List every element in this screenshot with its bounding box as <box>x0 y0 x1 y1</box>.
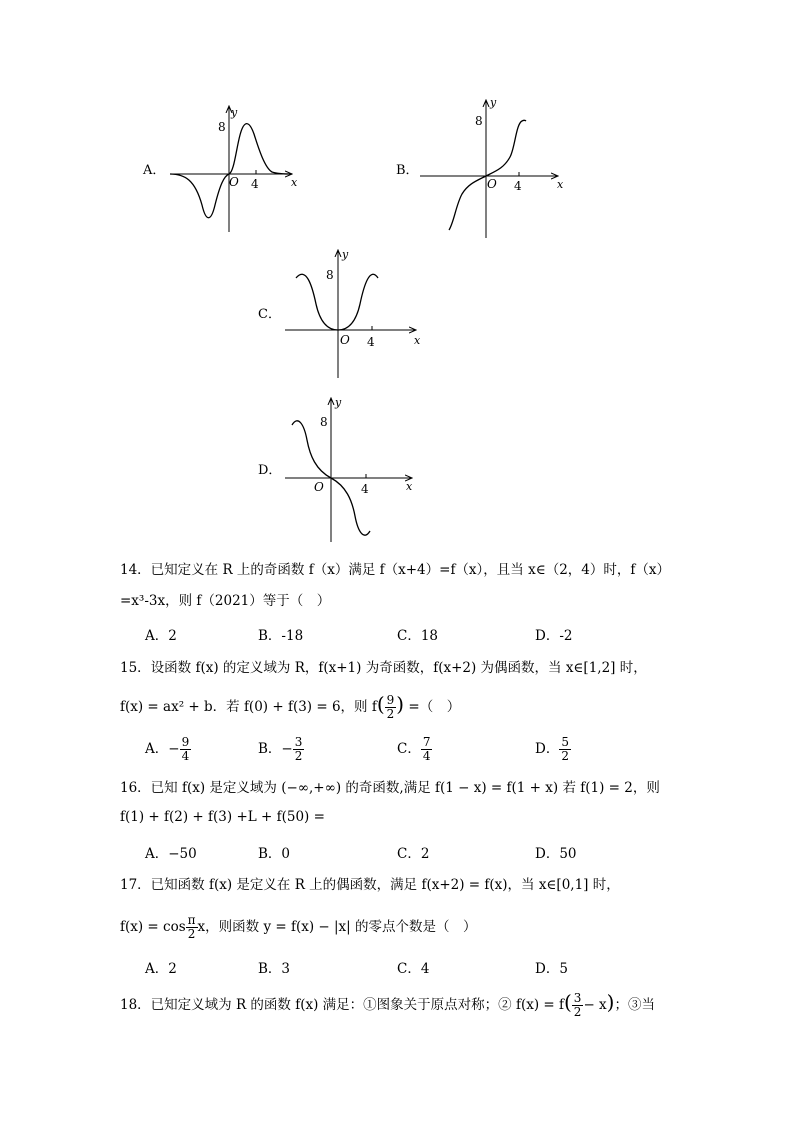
graph-b <box>396 96 564 238</box>
origin-label: O <box>314 480 324 494</box>
option-d: D．5 <box>535 961 568 977</box>
question-17-line1: 17．已知函数 f(x) 是定义在 R 上的偶函数，满足 f(x+2) = f(x)，当 x∈[0,1] 时， <box>120 877 620 893</box>
origin-label: O <box>487 177 497 191</box>
option-a: A．−50 <box>145 846 197 862</box>
graph-c <box>258 248 421 378</box>
q17-text-a: f(x) = cos <box>120 919 186 935</box>
graph-d <box>258 396 413 542</box>
y-axis-label: y <box>490 96 497 109</box>
q17-text-b: x，则函数 y = f(x) − |x| 的零点个数是（ ） <box>197 919 477 935</box>
graph-a <box>142 106 298 232</box>
option-d: D． $\frac{5}{2}$ <box>535 735 569 763</box>
origin-label: O <box>229 175 239 189</box>
question-15-line1: 15．设函数 f(x) 的定义域为 R，f(x+1) 为奇函数，f(x+2) 为偶函数，当 x∈[1,2] 时， <box>120 660 647 676</box>
question-17-line2 <box>120 914 477 941</box>
y-tick-label: 8 <box>475 114 483 128</box>
option-a: A．− $\frac{9}{4}$ <box>145 735 190 763</box>
q18-text-b: − x <box>583 997 607 1013</box>
option-c: C．4 <box>397 961 430 977</box>
x-tick-label: 4 <box>251 177 259 191</box>
option-c: C．2 <box>397 846 430 862</box>
graph-label: A． <box>143 163 166 178</box>
q18-fraction: $\frac{3}{2}$ <box>573 991 582 1019</box>
y-tick-label: 8 <box>320 415 328 429</box>
question-18-line1: 18．已知定义域为 R 的函数 f(x) 满足：①图象关于原点对称；② f(x) = f( $\frac{3}{2}$ − x)；③当 <box>120 990 655 1019</box>
x-tick-label: 4 <box>367 335 375 349</box>
graph-label: D． <box>258 463 282 478</box>
x-axis-label: x <box>291 176 298 189</box>
q15-text-b: =（ ） <box>408 699 461 715</box>
x-tick-label: 4 <box>514 179 522 193</box>
y-axis-label: y <box>231 106 238 119</box>
answer-graphs <box>0 0 794 560</box>
x-axis-label: x <box>406 480 413 493</box>
option-b: B．-18 <box>258 628 304 644</box>
q15-fraction: $\frac{9}{2}$ <box>386 693 395 721</box>
graph-label: B． <box>396 163 419 178</box>
graph-label: C． <box>258 307 281 322</box>
question-14-line2: =x³-3x，则 f（2021）等于（ ） <box>120 593 331 609</box>
option-b: B．3 <box>258 961 291 977</box>
function-curve <box>449 120 526 230</box>
y-axis-label: y <box>335 396 342 409</box>
q15-text-a: f(x) = ax² + b．若 f(0) + f(3) = 6，则 f <box>120 699 377 715</box>
option-b: B．− $\frac{3}{2}$ <box>258 735 303 763</box>
option-d: D．-2 <box>535 628 573 644</box>
function-curve <box>296 274 378 330</box>
y-axis-label: y <box>342 248 349 261</box>
q18-text-c: ；③当 <box>614 997 655 1013</box>
function-curve <box>170 124 292 218</box>
y-tick-label: 8 <box>218 120 226 134</box>
question-16-line1: 16．已知 f(x) 是定义域为 (−∞,+∞) 的奇函数,满足 f(1 − x) = f(1 + x) 若 f(1) = 2，则 <box>120 780 660 796</box>
question-15-line2: f(x) = ax² + b．若 f(0) + f(3) = 6，则 f( $\frac{9}{2}$ ) =（ ） <box>120 692 461 721</box>
question-16-line2: f(1) + f(2) + f(3) +L + f(50) = <box>120 809 325 825</box>
x-axis-label: x <box>414 334 421 347</box>
option-d: D．50 <box>535 846 577 862</box>
option-c: C．18 <box>397 628 439 644</box>
origin-label: O <box>340 333 350 347</box>
option-a: A．2 <box>145 961 177 977</box>
question-14-line1: 14．已知定义在 R 上的奇函数 f（x）满足 f（x+4）=f（x），且当 x∈（2，4）时，f（x） <box>120 562 670 578</box>
option-b: B．0 <box>258 846 291 862</box>
option-a: A．2 <box>145 628 177 644</box>
y-tick-label: 8 <box>326 268 334 282</box>
q18-text-a: 18．已知定义域为 R 的函数 f(x) 满足：①图象关于原点对称；② f(x) = f <box>120 997 564 1013</box>
x-tick-label: 4 <box>361 482 369 496</box>
option-c: C． $\frac{7}{4}$ <box>397 735 431 763</box>
q17-fraction: $\frac{\pi}{2}$ <box>187 913 196 941</box>
x-axis-label: x <box>557 178 564 191</box>
